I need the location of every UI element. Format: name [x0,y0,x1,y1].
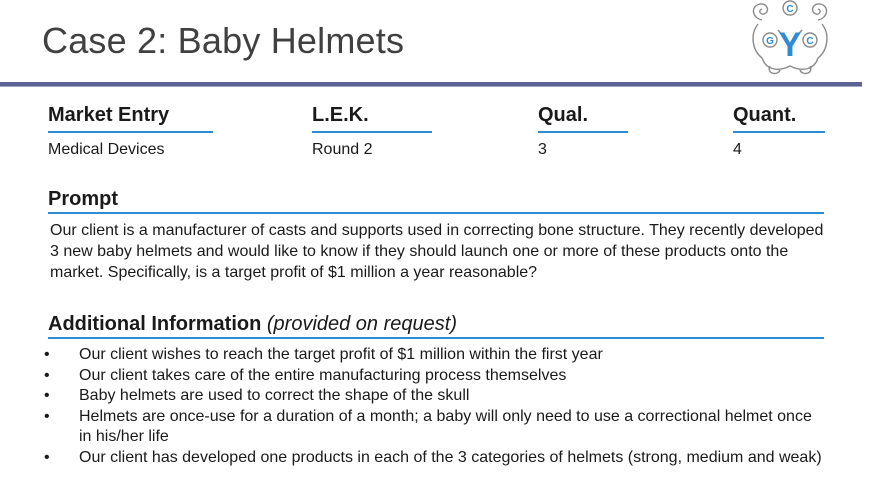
additional-info-heading [48,313,824,339]
list-item: • Helmets are once-use for a duration of a month; a baby will only need to use a correctional helmet once in his/her life [44,407,824,448]
additional-info-subheading: (provided on request) [266,313,457,335]
info-column-quant [733,104,825,159]
additional-info-heading-text: Additional Information [48,313,262,335]
header-divider [0,82,862,86]
logo-letter-y: Y [778,26,802,64]
list-item: • Our client takes care of the entire manufacturing process themselves [44,366,824,387]
prompt-heading-text: Prompt [48,188,118,210]
info-column-lek [312,104,432,159]
info-header: Qual. [538,104,628,133]
logo-letter-c-right: C [806,36,814,47]
info-value: 4 [733,141,742,158]
page-title: Case 2: Baby Helmets [42,20,405,61]
logo-letter-c-top: C [786,4,794,15]
info-value: Round 2 [312,141,373,158]
info-header: Quant. [733,104,825,133]
prompt-text: Our client is a manufacturer of casts and supports used in correcting bone structure. They recently developed 3 new baby helmets and would like to know if they should launch one or more of these products onto the market. Specifically, is a target profit of $1 million a year reasonable? [50,222,824,281]
list-item: • Our client has developed one products in each of the 3 categories of helmets (strong, medium and weak) [44,448,824,469]
info-column-market-entry [48,104,213,159]
info-header: Market Entry [48,104,213,133]
list-item: • Baby helmets are used to correct the shape of the skull [44,386,824,407]
prompt-heading [48,188,824,214]
list-item: • Our client wishes to reach the target profit of $1 million within the first year [44,345,824,366]
logo-letter-g: G [766,36,774,47]
ycgc-logo [748,0,832,76]
info-value: 3 [538,141,547,158]
info-value: Medical Devices [48,141,165,158]
additional-info-list [44,345,824,468]
info-column-qual [538,104,628,159]
info-header: L.E.K. [312,104,432,133]
